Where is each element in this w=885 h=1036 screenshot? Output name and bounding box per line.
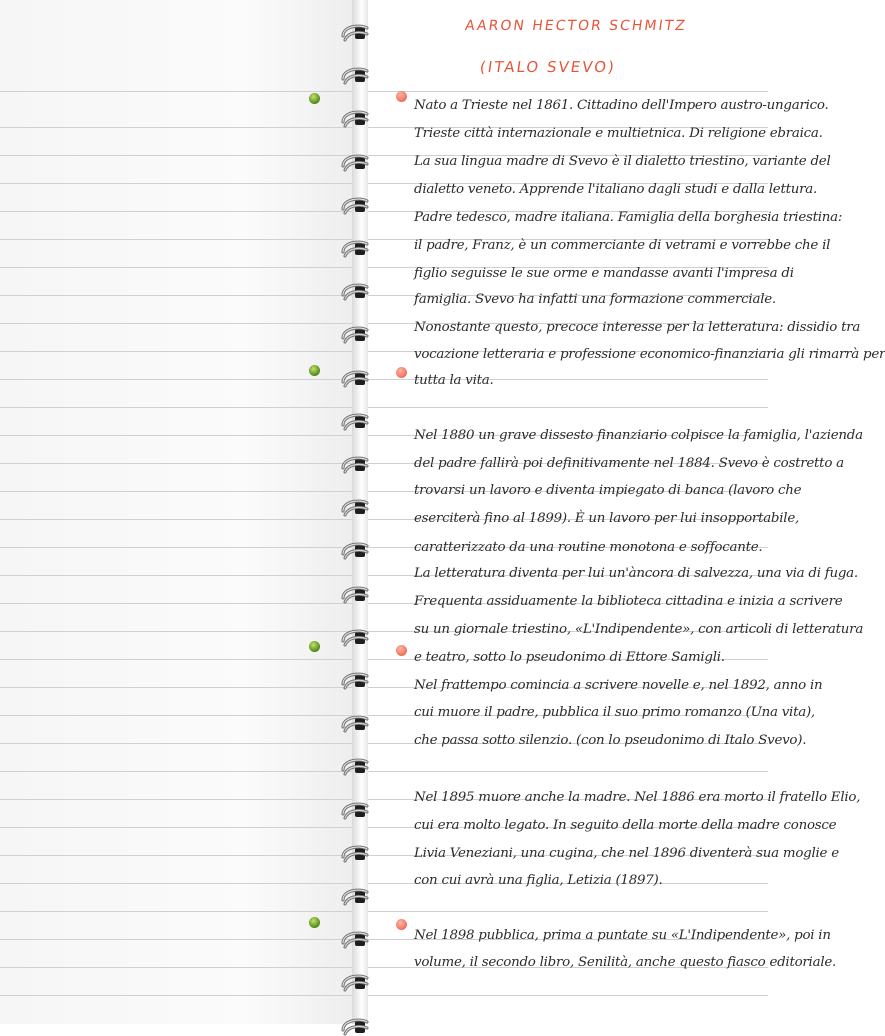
spiral-ring <box>340 843 370 863</box>
text-line: il padre, Franz, è un commerciante di vetrami e vorrebbe che il <box>414 238 831 253</box>
spiral-ring <box>340 195 370 215</box>
text-line: cui muore il padre, pubblica il suo primo romanzo (Una vita), <box>414 705 815 720</box>
spiral-ring <box>340 238 370 258</box>
ruled-line <box>0 939 352 940</box>
ruled-line <box>0 155 352 156</box>
text-line: volume, il secondo libro, Senilità, anche questo fiasco editoriale. <box>414 955 837 970</box>
spiral-ring <box>340 108 370 128</box>
ruled-line <box>368 407 768 408</box>
text-line: famiglia. Svevo ha infatti una formazione commerciale. <box>414 292 776 307</box>
spiral-ring <box>340 670 370 690</box>
red-margin-dot <box>396 367 407 378</box>
ruled-line <box>0 911 352 912</box>
spiral-ring <box>340 886 370 906</box>
ruled-line <box>0 547 352 548</box>
spiral-ring <box>340 65 370 85</box>
ruled-line <box>368 771 768 772</box>
ruled-line <box>368 91 768 92</box>
ruled-line <box>0 435 352 436</box>
text-line: Nato a Trieste nel 1861. Cittadino dell'Impero austro-ungarico. <box>414 98 829 113</box>
ruled-line <box>0 743 352 744</box>
spiral-ring <box>340 540 370 560</box>
text-line: La letteratura diventa per lui un'àncora di salvezza, una via di fuga. <box>414 566 858 581</box>
text-line: Nonostante questo, precoce interesse per la letteratura: dissidio tra <box>414 320 861 335</box>
ruled-line <box>0 855 352 856</box>
text-line: su un giornale triestino, «L'Indipendente», con articoli di letteratura <box>414 622 864 637</box>
ruled-line <box>0 267 352 268</box>
spiral-ring <box>340 627 370 647</box>
ruled-line <box>368 995 768 996</box>
spiral-ring <box>340 497 370 517</box>
text-line: con cui avrà una figlia, Letizia (1897). <box>414 873 663 888</box>
ruled-line <box>0 211 352 212</box>
ruled-line <box>0 799 352 800</box>
ruled-line <box>0 463 352 464</box>
page-title: AARON HECTOR SCHMITZ <box>463 18 688 34</box>
text-line: eserciterà fino al 1899). È un lavoro per lui insopportabile, <box>414 511 799 526</box>
text-line: dialetto veneto. Apprende l'italiano dagli studi e dalla lettura. <box>414 182 817 197</box>
left-notebook-page <box>0 0 352 1024</box>
spiral-ring <box>340 972 370 992</box>
ruled-line <box>0 883 352 884</box>
spiral-ring <box>340 454 370 474</box>
spiral-ring <box>340 756 370 776</box>
text-line: figlio seguisse le sue orme e mandasse avanti l'impresa di <box>414 266 794 281</box>
spiral-ring <box>340 152 370 172</box>
ruled-line <box>0 659 352 660</box>
text-line: del padre fallirà poi definitivamente nel 1884. Svevo è costretto a <box>414 456 844 471</box>
spiral-ring <box>340 800 370 820</box>
ruled-line <box>0 967 352 968</box>
ruled-line <box>0 351 352 352</box>
ruled-line <box>0 827 352 828</box>
ruled-line <box>0 631 352 632</box>
ruled-line <box>0 407 352 408</box>
spiral-ring <box>340 324 370 344</box>
green-margin-dot <box>309 917 320 928</box>
red-margin-dot <box>396 91 407 102</box>
ruled-line <box>0 687 352 688</box>
text-line: Padre tedesco, madre italiana. Famiglia della borghesia triestina: <box>414 210 843 225</box>
text-line: tutta la vita. <box>414 373 494 388</box>
text-line: vocazione letteraria e professione economico-finanziaria gli rimarrà per <box>414 347 885 362</box>
ruled-line <box>0 295 352 296</box>
text-line: La sua lingua madre di Svevo è il dialetto triestino, variante del <box>414 154 831 169</box>
ruled-line <box>0 603 352 604</box>
ruled-line <box>0 127 352 128</box>
ruled-line <box>0 715 352 716</box>
text-line: Nel 1895 muore anche la madre. Nel 1886 era morto il fratello Elio, <box>414 790 861 805</box>
ruled-line <box>0 183 352 184</box>
red-margin-dot <box>396 919 407 930</box>
green-margin-dot <box>309 365 320 376</box>
text-line: Nel 1880 un grave dissesto finanziario colpisce la famiglia, l'azienda <box>414 428 863 443</box>
ruled-line <box>0 91 352 92</box>
spiral-ring <box>340 713 370 733</box>
red-margin-dot <box>396 645 407 656</box>
spiral-ring <box>340 929 370 949</box>
text-line: Nel frattempo comincia a scrivere novelle e, nel 1892, anno in <box>414 678 823 693</box>
ruled-line <box>0 239 352 240</box>
text-line: e teatro, sotto lo pseudonimo di Ettore Samigli. <box>414 650 725 665</box>
green-margin-dot <box>309 93 320 104</box>
ruled-line <box>0 379 352 380</box>
text-line: Frequenta assiduamente la biblioteca cittadina e inizia a scrivere <box>414 594 843 609</box>
spiral-ring <box>340 584 370 604</box>
spiral-ring <box>340 368 370 388</box>
text-line: caratterizzato da una routine monotona e soffocante. <box>414 540 763 555</box>
text-line: Livia Veneziani, una cugina, che nel 1896 diventerà sua moglie e <box>414 846 839 861</box>
ruled-line <box>368 911 768 912</box>
spiral-ring <box>340 1016 370 1036</box>
green-margin-dot <box>309 641 320 652</box>
page-subtitle: (ITALO SVEVO) <box>478 58 618 76</box>
ruled-line <box>0 519 352 520</box>
text-line: trovarsi un lavoro e diventa impiegato di banca (lavoro che <box>414 483 802 498</box>
ruled-line <box>0 491 352 492</box>
ruled-line <box>0 323 352 324</box>
text-line: Nel 1898 pubblica, prima a puntate su «L'Indipendente», poi in <box>414 928 831 943</box>
ruled-line <box>0 575 352 576</box>
spiral-ring <box>340 281 370 301</box>
text-line: che passa sotto silenzio. (con lo pseudonimo di Italo Svevo). <box>414 733 807 748</box>
text-line: cui era molto legato. In seguito della morte della madre conosce <box>414 818 837 833</box>
spiral-ring <box>340 411 370 431</box>
text-line: Trieste città internazionale e multietnica. Di religione ebraica. <box>414 126 823 141</box>
spiral-ring <box>340 22 370 42</box>
ruled-line <box>0 995 352 996</box>
ruled-line <box>0 771 352 772</box>
